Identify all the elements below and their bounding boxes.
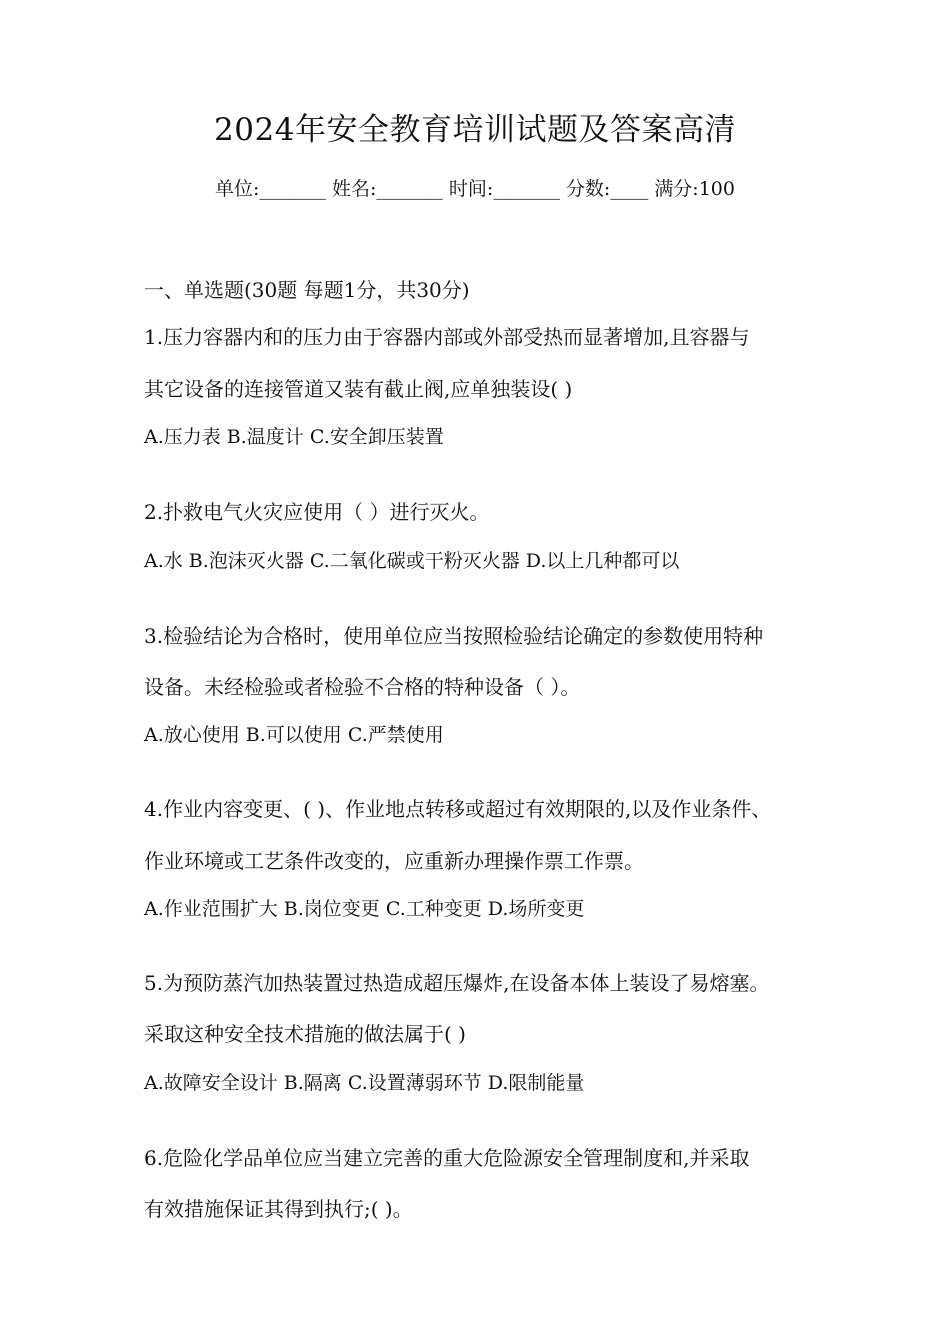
question-1-options: A.压力表 B.温度计 C.安全卸压装置 [144,426,444,448]
question-1-line-2: 其它设备的连接管道又装有截止阀,应单独装设( ) [144,377,573,401]
question-5-line-1: 5.为预防蒸汽加热装置过热造成超压爆炸,在设备本体上装设了易熔塞。 [144,971,770,995]
question-3-options: A.放心使用 B.可以使用 C.严禁使用 [144,724,444,746]
question-3-line-2: 设备。未经检验或者检验不合格的特种设备（ ）。 [144,675,581,699]
question-2-line-1: 2.扑救电气火灾应使用（ ）进行灭火。 [144,500,490,524]
question-1-line-1: 1.压力容器内和的压力由于容器内部或外部受热而显著增加,且容器与 [144,325,750,349]
question-6-line-1: 6.危险化学品单位应当建立完善的重大危险源安全管理制度和,并采取 [144,1146,750,1170]
question-2-options: A.水 B.泡沫灭火器 C.二氧化碳或干粉灭火器 D.以上几种都可以 [144,550,680,572]
document-title: 2024年安全教育培训试题及答案高清 [214,112,736,148]
question-6-line-2: 有效措施保证其得到执行;( )。 [144,1197,413,1221]
question-4-line-2: 作业环境或工艺条件改变的，应重新办理操作票工作票。 [144,849,644,873]
question-4-options: A.作业范围扩大 B.岗位变更 C.工种变更 D.场所变更 [144,898,585,920]
question-4-line-1: 4.作业内容变更、( )、作业地点转移或超过有效期限的,以及作业条件、 [144,797,772,821]
question-5-line-2: 采取这种安全技术措施的做法属于( ) [144,1022,466,1046]
section-heading: 一、单选题(30题 每题1分，共30分) [144,278,470,302]
question-3-line-1: 3.检验结论为合格时，使用单位应当按照检验结论确定的参数使用特种 [144,624,764,648]
exam-info-line: 单位:_______ 姓名:_______ 时间:_______ 分数:____ 满分:100 [215,178,735,200]
question-5-options: A.故障安全设计 B.隔离 C.设置薄弱环节 D.限制能量 [144,1072,585,1094]
